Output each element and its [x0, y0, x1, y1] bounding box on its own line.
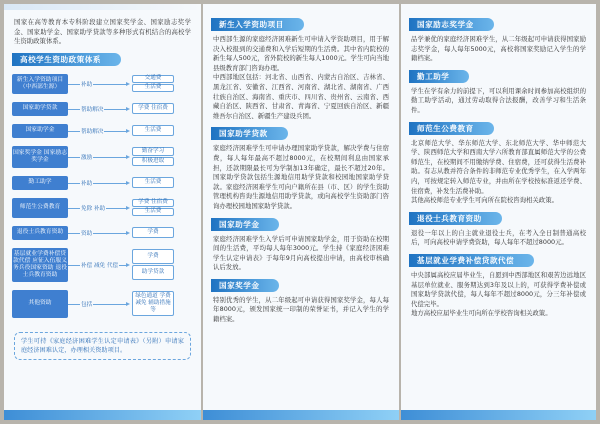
- section-title-work-study: 勤工助学: [409, 70, 469, 83]
- section-title-teacher-education: 师范生公费教育: [409, 122, 494, 135]
- policy-item: 其他资助: [12, 290, 68, 318]
- policy-target: 学费: [132, 249, 174, 264]
- arrow-head-icon: [126, 155, 130, 159]
- policy-target: 生活费: [132, 177, 174, 188]
- policy-relation-label: 补助: [81, 81, 93, 88]
- teacher-education-note: 其他高校师范专业学生可向所在院校咨询相关政策。: [411, 196, 558, 205]
- policy-relation-label: 帮助解决: [81, 106, 104, 113]
- policy-item: 国家助学金: [12, 124, 68, 138]
- policy-target: 生活费: [132, 84, 174, 92]
- section-title-grassroots-compensation: 基层就业学费补偿贷款代偿: [409, 254, 534, 267]
- grassroots-compensation-note: 地方高校应届毕业生可向所在学校咨询相关政策。: [411, 309, 552, 318]
- policy-relation-label: 补助: [81, 180, 93, 187]
- intro-text: 国家在高等教育本专科阶段建立国家奖学金、国家励志奖学金、国家助学金、国家助学贷款等多种形式有机结合的高校学生资助政策体系。: [14, 18, 191, 46]
- arrow-head-icon: [126, 181, 130, 185]
- policy-target: 生活费: [132, 125, 174, 136]
- arrow-head-icon: [126, 231, 130, 235]
- policy-relation-label: 免除 补助: [81, 205, 106, 212]
- section-title-grant: 国家助学金: [211, 218, 279, 231]
- arrow-head-icon: [126, 107, 130, 111]
- top-strip: [4, 4, 201, 10]
- policy-relation-label: 补偿 减免 代偿: [81, 262, 119, 269]
- panel-right: [401, 4, 596, 420]
- panel-middle: [203, 4, 399, 420]
- encouragement-scholarship-text: 品学兼优的家庭经济困难学生，从二年级起可申请获得国家励志奖学金，每人每年5000元，高校将国家奖励记入学生的学籍档案。: [411, 35, 586, 63]
- policy-relation-label: 激励: [81, 154, 93, 161]
- policy-item: 退役士兵教育资助: [12, 226, 68, 240]
- policy-target: 学费 住宿费: [132, 103, 174, 114]
- central-western-regions-text: 中西部地区包括：河北省、山西省、内蒙古自治区、吉林省、黑龙江省、安徽省、江西省、河南省、湖北省、湖南省、广西壮族自治区、海南省、重庆市、四川省、贵州省、云南省、西藏自治区、陕西省、甘肃省、青海省、宁夏回族自治区、新疆维吾尔自治区、新疆生产建设兵团。: [213, 73, 389, 120]
- policy-target: 绿色通道 学费减免 辅助措施等: [132, 291, 174, 316]
- policy-target: 生活费: [132, 208, 174, 216]
- policy-item: 基层就业学费补偿贷款代偿 应征入伍服义务兵役国家资助 退役士兵教育资助: [12, 248, 68, 282]
- policy-item: 国家奖学金 国家励志奖学金: [12, 146, 68, 168]
- section-title-policy-system: 高校学生资助政策体系: [12, 53, 121, 66]
- arrow-head-icon: [126, 82, 130, 86]
- policy-item: 勤工助学: [12, 176, 68, 190]
- policy-relation-label: 帮助解决: [81, 128, 104, 135]
- policy-relation-label: 包括: [81, 301, 93, 308]
- work-study-text: 学生在学有余力的前提下，可以利用课余时间参加高校组织的勤工助学活动，通过劳动取得合法报酬，改善学习和生活条件。: [411, 86, 586, 114]
- policy-target: 交通费: [132, 75, 174, 83]
- panel-left: [4, 4, 201, 420]
- policy-target: 助学贷款: [132, 265, 174, 280]
- policy-item: 新生入学资助项目（中西部生源）: [12, 74, 68, 94]
- connector-line: [68, 157, 128, 158]
- connector-line: [68, 304, 128, 305]
- section-title-student-loan: 国家助学贷款: [211, 127, 288, 140]
- grassroots-compensation-text: 中央部属高校应届毕业生，自愿到中西部地区和艰苦边远地区基层单位就业、服务期达到3年及以上的，可获得学费补偿或国家助学贷款代偿，每人每年不超过8000元，分三年补偿或代偿完毕。: [411, 270, 586, 308]
- policy-target: 学费: [132, 227, 174, 238]
- section-title-veteran-aid: 退役士兵教育资助: [409, 212, 502, 225]
- arrow-head-icon: [126, 206, 130, 210]
- section-title-new-student-aid: 新生入学资助项目: [211, 18, 304, 31]
- grant-text: 家庭经济困难学生入学后可申请国家助学金，用于资助在校期间的生活费，平均每人每年3000元。学生持《家庭经济困难学生认定申请表》于每年9月向高校提出申请，由高校审核确认后发放。: [213, 234, 389, 272]
- student-loan-text: 家庭经济困难学生可申请办理国家助学贷款，解决学费与住宿费，每人每年最高不超过8000元，在校期间利息由国家承担，还款期限最长可为学制加13年确定，最长不超过20年。国家助学贷款包括生源地信用助学贷款和校园地国家助学贷款。家庭经济困难学生可向户籍所在县（市、区）的学生资助管理机构咨询生源地信用助学贷款，或向高校学生资助部门咨询办理校园地国家助学贷款。: [213, 144, 389, 210]
- veteran-aid-text: 退役一年以上的自主就业退役士兵，在考入全日制普通高校后，可向高校申请学费资助，每人每年不超过8000元。: [411, 228, 586, 247]
- teacher-education-text: 北京师范大学、华东师范大学、东北师范大学、华中师范大学、陕西师范大学和西南大学六所教育部直属师范大学的公费师范生，在校期间不用缴纳学费、住宿费，还可获得生活费补助。有志从教并符合条件的非师范专业优秀学生，在入学两年内，可按规定转入师范专业，并由所在学校按标准返还学费、住宿费，补发生活费补助。: [411, 138, 586, 195]
- arrow-head-icon: [126, 129, 130, 133]
- application-note: 学生可持《家庭经济困难学生认定申请表》（另附）申请家庭经济困难认定，办理相关资助项目。: [14, 332, 191, 360]
- policy-relation-label: 资助: [81, 230, 93, 237]
- policy-item: 国家助学贷款: [12, 102, 68, 116]
- connector-line: [68, 84, 128, 85]
- policy-target: 积极进取: [132, 157, 174, 166]
- connector-line: [68, 233, 128, 234]
- new-student-aid-text: 中西部生源的家庭经济困难新生可申请入学资助项目，用于解决入校报到的交通费和入学后短期的生活费。其中省内院校的新生每人500元，省外院校的新生每人1000元。学生可向当地县级教育部门咨询办理。: [213, 35, 389, 72]
- section-title-scholarship: 国家奖学金: [211, 279, 279, 292]
- connector-line: [68, 183, 128, 184]
- section-title-encouragement-scholarship: 国家励志奖学金: [409, 18, 494, 31]
- policy-target: 勤奋学习: [132, 147, 174, 156]
- policy-flow-chart: [4, 72, 201, 326]
- policy-item: 师范生公费教育: [12, 198, 68, 218]
- arrow-head-icon: [126, 263, 130, 267]
- scholarship-text: 特别优秀的学生，从二年级起可申请获得国家奖学金，每人每年8000元，颁发国家统一印制的荣誉证书，并记入学生的学籍档案。: [213, 295, 389, 324]
- arrow-head-icon: [126, 302, 130, 306]
- policy-target: 学费 住宿费: [132, 199, 174, 207]
